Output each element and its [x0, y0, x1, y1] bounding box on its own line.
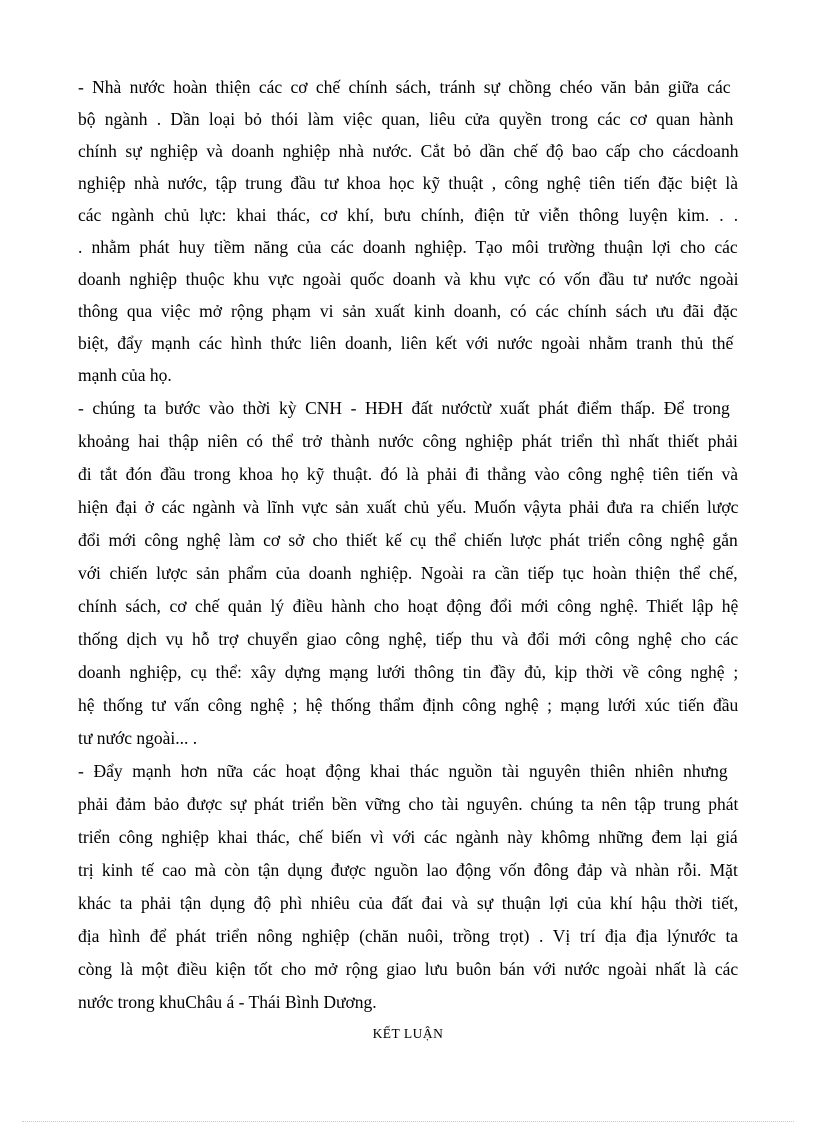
text-line: - Đẩy mạnh hơn nữa các hoạt động khai thác nguồn tài nguyên thiên nhiên nhưng	[78, 761, 728, 781]
text-line: thống dịch vụ hỗ trợ chuyển giao công nghệ, tiếp thu và đổi mới công nghệ cho các	[78, 629, 739, 649]
text-line: triển công nghiệp khai thác, chế biến vì với các ngành này khômg những đem lại giá	[78, 827, 738, 847]
text-line: đi tắt đón đầu trong khoa họ kỹ thuật. đó là phải đi thẳng vào công nghệ tiên tiến và	[78, 464, 739, 484]
text-line: tư nước ngoài... .	[78, 728, 198, 748]
text-line: nghiệp nhà nước, tập trung đầu tư khoa học kỹ thuật , công nghệ tiên tiến đặc biệt là	[78, 173, 738, 193]
text-line: còng là một điều kiện tốt cho mở rộng giao lưu buôn bán với nước ngoài nhất là các	[78, 959, 739, 979]
text-line: doanh nghiệp, cụ thể: xây dựng mạng lưới thông tin đầy đủ, kịp thời về công nghệ ;	[78, 662, 739, 682]
text-line: địa hình để phát triển nông nghiệp (chăn nuôi, trồng trọt) . Vị trí địa địa lýnước ta	[78, 926, 739, 946]
section-heading: KẾT LUẬN	[372, 1026, 444, 1041]
text-line: bộ ngành . Dần loại bỏ thói làm việc quan, liêu cửa quyền trong các cơ quan hành	[78, 109, 734, 129]
text-line: doanh nghiệp thuộc khu vực ngoài quốc doanh và khu vực có vốn đầu tư nước ngoài	[78, 269, 739, 289]
text-line: khoảng hai thập niên có thể trở thành nước công nghiệp phát triển thì nhất thiết phải	[78, 431, 738, 451]
text-line: với chiến lược sản phẩm của doanh nghiệp. Ngoài ra cần tiếp tục hoàn thiện thể chế,	[78, 563, 738, 583]
text-line: - chúng ta bước vào thời kỳ CNH - HĐH đất nướctừ xuất phát điểm thấp. Để trong	[78, 398, 730, 418]
text-line: hiện đại ở các ngành và lĩnh vực sản xuất chủ yếu. Muốn vậyta phải đưa ra chiến lược	[78, 497, 739, 517]
text-line: khác ta phải tận dụng độ phì nhiêu của đất đai và sự thuận lợi của khí hậu thời tiết,	[78, 893, 739, 913]
text-line: mạnh của họ.	[78, 365, 172, 385]
text-line: . nhằm phát huy tiềm năng của các doanh nghiệp. Tạo môi trường thuận lợi cho các	[78, 237, 738, 257]
page-bottom-rule	[22, 1121, 794, 1122]
text-line: các ngành chủ lực: khai thác, cơ khí, bưu chính, điện tử viễn thông luyện kim. . .	[78, 205, 739, 225]
text-line: - Nhà nước hoàn thiện các cơ chế chính sách, tránh sự chồng chéo văn bản giữa các	[78, 77, 731, 97]
text-line: hệ thống tư vấn công nghệ ; hệ thống thẩm định công nghệ ; mạng lưới xúc tiến đầu	[78, 695, 739, 715]
text-line: chính sự nghiệp và doanh nghiệp nhà nước. Cắt bỏ dần chế độ bao cấp cho cácdoanh	[78, 141, 739, 161]
text-line: thông qua việc mở rộng phạm vi sản xuất kinh doanh, có các chính sách ưu đãi đặc	[78, 301, 738, 321]
text-line: phải đảm bảo được sự phát triển bền vững cho tài nguyên. chúng ta nên tập trung phát	[78, 794, 739, 814]
text-line: đổi mới công nghệ làm cơ sở cho thiết kế cụ thể chiến lược phát triển công nghệ gắn	[78, 530, 738, 550]
text-line: chính sách, cơ chế quản lý điều hành cho hoạt động đổi mới công nghệ. Thiết lập hệ	[78, 596, 739, 616]
text-line: nước trong khuChâu á - Thái Bình Dương.	[78, 992, 377, 1012]
text-line: trị kinh tế cao mà còn tận dụng được nguồn lao động vốn đông đảp và nhàn rỗi. Mặt	[78, 860, 738, 880]
text-line: biệt, đẩy mạnh các hình thức liên doanh, liên kết với nước ngoài nhằm tranh thủ thế	[78, 333, 734, 353]
